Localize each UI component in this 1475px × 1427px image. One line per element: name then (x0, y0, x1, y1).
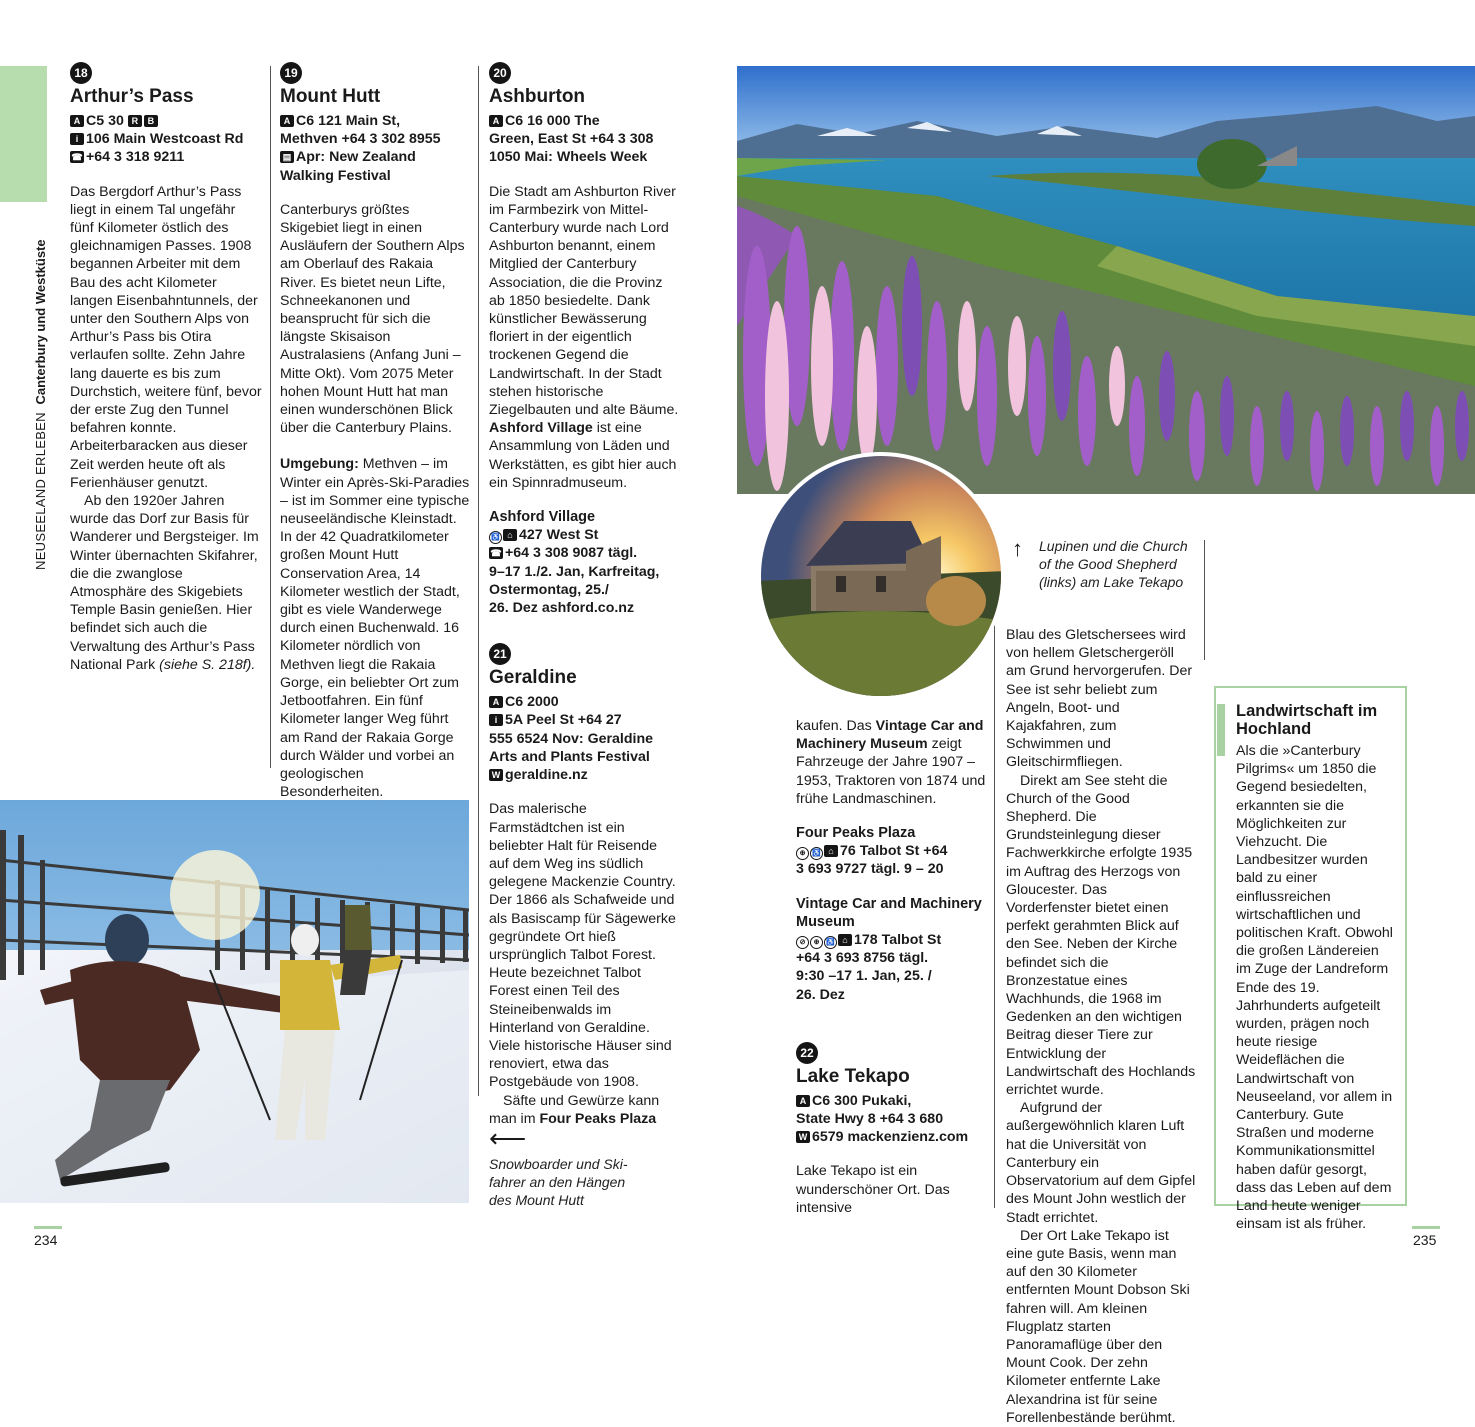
phone-icon: ☎ (490, 548, 502, 559)
info-line: Green, East St +64 3 308 (489, 131, 654, 148)
info-block (280, 112, 470, 185)
info-line: 1050 Mai: Wheels Week (489, 149, 648, 166)
body-text: Die Stadt am Ashburton River im Farmbezirk von Mittel-Canterbury wurde nach Lord Ashburton benannt, einem Mitglied der Canterbury Association, die die Provinz ab 1850 besiedelte. Dank künstlicher Bewässerung floriert in der eigentlich trockenen Gegend die Landwirtschaft. In der Stadt stehen historische Ziegelbauten und alte Bäume. (489, 183, 679, 419)
map-icon: A (489, 115, 503, 127)
body-text: Aufgrund der außergewöhnlich klaren Luft hat die Universität von Canterbury ein Observatorium auf dem Gipfel des Mount John westlich der Stadt errichtet. (1006, 1100, 1196, 1226)
entry-number: 21 (489, 643, 511, 665)
bold-name: Ashford Village (489, 420, 593, 437)
entry-lake-tekapo-continued (1006, 626, 1196, 1427)
info-line: 6579 mackenzienz.com (812, 1129, 969, 1146)
sub-title: Ashford Village (489, 509, 596, 526)
entry-title: Geraldine (489, 667, 577, 689)
info-line: 427 West St (519, 527, 599, 544)
body-text: Canterburys größtes Skigebiet liegt in einen Ausläufern der Southern Alps am Oberlauf des Rakaia River. Es bietet neun Lifte, Schneekanonen und beansprucht für sich die längste Skisaison Australasiens (Anfang Juni – Mitte Okt). Vom 2075 Meter hohen Mount Hutt hat man einen wunderschönen Blick über die Canterbury Plains. (280, 201, 465, 437)
left-arrow-icon: ⟵ (489, 1123, 527, 1153)
info-line: State Hwy 8 +64 3 680 (796, 1111, 944, 1128)
info-line: 106 Main Westcoast Rd (86, 131, 244, 148)
page-number-rule (34, 1226, 62, 1229)
body-text: Direkt am See steht die Church of the Good Shepherd. Die Grundsteinlegung dieser Fachwerkkirche erfolgte 1935 im Auftrag des Herzogs von Gloucester. Das Vorderfenster bietet einen perfekt gerahmten Blick auf den See. Neben der Kirche befindet sich die Bronzestatue eines Wachhunds, die 1968 im Gedenken an den wichtigen Beitrag dieser Tiere zur Entwicklung der Landwirtschaft des Hochlands errichtet wurde. (1006, 772, 1196, 1099)
body-text: Ab den 1920er Jahren wurde das Dorf zur Basis für Wanderer und Bergsteiger. Im Winter übernachten Skifahrer, die die zwanglose Atmosphäre des Skigebiets Temple Basin genießen. Hier befindet sich auch die Verwaltung des Arthur’s Pass National Park (70, 493, 259, 673)
info-line: 178 Talbot St (854, 932, 942, 949)
info-block (796, 1092, 986, 1147)
page-number-left: 234 (34, 1232, 58, 1248)
box-accent-bar (1217, 704, 1225, 756)
body-text: Methven – im Winter ein Après-Ski-Paradies – ist im Sommer eine typische neuseeländische Kleinstadt. In der 42 Quadratkilometer großen Mount Hutt Conservation Area, 14 Kilometer westlich der Stadt, gibt es viele Wanderwege durch einen Buchenwald. 16 Kilometer nördlich von Methven liegt die Rakaia Gorge, ein beliebter Ort zum Jetbootfahren. Ein fünf Kilometer langer Weg führt am Rand der Rakaia Gorge durch Wälder und vorbei an geologischen Besonderheiten. (280, 456, 470, 801)
side-tab (0, 66, 47, 202)
map-icon: A (489, 696, 503, 708)
info-line: C6 2000 (505, 694, 559, 711)
home-icon: ⌂ (503, 529, 517, 541)
entry-ashburton (489, 62, 679, 1128)
bold-name: Vintage Car and Machinery Museum (796, 718, 984, 753)
entry-title: Mount Hutt (280, 86, 381, 107)
restaurant-icon: ⊕ (810, 936, 823, 949)
body-text: Das Bergdorf Arthur’s Pass liegt in einem Tal ungefähr fünf Kilometer östlich des gleichnamigen Passes. 1908 begannen Arbeiter mit dem Bau des acht Kilometer langen Eisenbahntunnels, der unter den Southern Alps von Arthur’s Pass bis Otira verlaufen sollte. Zehn Jahre lang dauerte es bis zum Durchstich, weitere fünf, bevor der erste Zug den Tunnel befahren konnte. Arbeiterbaracken aus dieser Zeit werden heute oft als Ferienhäuser genutzt. (70, 183, 262, 491)
caption-line: Snowboarder und Ski- (489, 1156, 628, 1172)
info-line: 9:30 –17 1. Jan, 25. / (796, 968, 932, 985)
church-photo (756, 451, 1006, 701)
info-line: 76 Talbot St +64 (840, 843, 948, 860)
column-divider (270, 66, 271, 768)
surroundings-label: Umgebung: (280, 456, 359, 473)
bold-name: Four Peaks Plaza (539, 1110, 657, 1127)
entry-mount-hutt (280, 62, 470, 801)
column-divider (478, 66, 479, 1096)
body-text: Das malerische Farmstädtchen ist ein beliebter Halt für Reisende auf dem Weg ins südlich gelegene Mackenzie Country. Der 1866 als Schafweide und als Basiscamp für Sägewerke gegründete Ort hieß ursprünglich Talbot Forest. Heute bezeichnet Talbot Forest einen Teil des Steineibenwalds im Hinterland von Geraldine. Viele historische Häuser sind renoviert, etwa das Postgebäude von 1908. (489, 801, 676, 1091)
up-arrow-icon: ↑ (1012, 536, 1023, 561)
info-box (1214, 686, 1407, 1233)
info-line: Methven +64 3 302 8955 (280, 131, 441, 148)
info-line: +64 3 318 9211 (86, 149, 185, 166)
entry-number: 20 (489, 62, 511, 84)
info-icon: i (70, 133, 84, 145)
no-photo-icon: ⊘ (796, 936, 809, 949)
body-text: Blau des Gletschersees wird von hellem Gletschergeröll am Grund hervorgerufen. Der See ist sehr beliebt zum Angeln, Boot- und Kajakfahren, zum Schwimmen und Gleitschirmfliegen. (1006, 627, 1193, 771)
info-line: C6 300 Pukaki, (812, 1092, 912, 1109)
info-block (489, 112, 679, 167)
body-text (70, 492, 262, 674)
caption-line: (links) am Lake Tekapo (1039, 574, 1184, 590)
accessibility-icon: ♿ (824, 936, 837, 949)
running-header-section: NEUSEELAND ERLEBEN (33, 412, 48, 570)
web-icon: W (796, 1131, 810, 1143)
box-title: Landwirtschaft im Hochland (1236, 702, 1378, 738)
phone-icon: ☎ (71, 152, 83, 163)
entry-number: 18 (70, 62, 92, 84)
restaurant-icon: ⊕ (796, 847, 809, 860)
running-header-title: Canterbury und Westküste (33, 239, 48, 405)
body-text: Der Ort Lake Tekapo ist eine gute Basis, wenn man auf den 30 Kilometer entfernten Mount Dobson Ski fahren will. Am kleinen Flugplatz starten Panoramaflüge über den Mount Cook. Der zehn Kilometer entfernte Lake Alexandrina ist für seine Forellenbestände berühmt. (1006, 1227, 1190, 1426)
entry-number: 22 (796, 1042, 818, 1064)
caption-snowboard (489, 1155, 649, 1209)
entry-title: Lake Tekapo (796, 1065, 910, 1087)
train-icon: R (128, 115, 142, 127)
map-icon: A (280, 115, 294, 127)
bus-icon: B (144, 115, 158, 127)
info-line: +64 3 693 8756 tägl. (796, 950, 929, 967)
entry-title: Ashburton (489, 86, 586, 107)
body-text: kaufen. Das (796, 718, 872, 734)
page-reference: (siehe S. 218f). (159, 656, 256, 673)
caption-line: fahrer an den Hängen (489, 1174, 626, 1190)
entry-geraldine-continued (796, 717, 986, 1217)
caption-line: of the Good Shepherd (1039, 556, 1177, 572)
info-line: 3 693 9727 tägl. 9 – 20 (796, 861, 944, 878)
web-icon: W (489, 769, 503, 781)
calendar-icon: ▤ (280, 151, 294, 163)
sub-title: Four Peaks Plaza (796, 825, 916, 842)
info-line: C5 30 (86, 113, 124, 129)
accessibility-icon: ♿ (489, 531, 502, 544)
body-text: Säfte und Gewürze kann man im (489, 1092, 660, 1127)
entry-geraldine (489, 643, 679, 1128)
entry-lake-tekapo (796, 1042, 986, 1217)
entry-number: 19 (280, 62, 302, 84)
info-line: 5A Peel St +64 27 (505, 712, 622, 729)
box-text: Als die »Canterbury Pilgrims« um 1850 die Gegend besiedelten, erkannten sie die Möglichkeiten zur Viehzucht. Die Landbesitzer wurden bald zu einer einflussreichen wirtschaftlichen und politischen Kraft. Obwohl die großen Ländereien im Zuge der Landreform Ende des 19. Jahrhunderts aufgeteilt wurden, prägen noch heute riesige Weideflächen die Landwirtschaft von Neuseeland, vor allem in Canterbury. Gute Straßen und moderne Kommunikationsmittel haben dafür gesorgt, dass das Leben auf dem Land heute weniger einsam ist als früher. (1236, 743, 1393, 1233)
caption-line: des Mount Hutt (489, 1192, 584, 1208)
sub-title: Vintage Car and Machinery Museum (796, 895, 982, 930)
body-text: Lake Tekapo ist ein wunderschöner Ort. Das intensive (796, 1163, 950, 1216)
page-number-right: 235 (1413, 1232, 1437, 1248)
body-text: zeigt Fahrzeuge der Jahre 1907 – 1953, Traktoren von 1874 und frühe Landmaschinen. (796, 736, 986, 807)
caption-lupines (1039, 537, 1209, 591)
info-line: C6 121 Main St, (296, 113, 401, 129)
page-number-rule (1412, 1226, 1440, 1229)
info-line: 26. Dez (796, 986, 845, 1003)
info-line: Apr: New Zealand Walking Festival (280, 149, 416, 184)
info-block (489, 693, 679, 784)
info-line: 26. Dez ashford.co.nz (489, 600, 635, 617)
home-icon: ⌂ (824, 845, 838, 857)
info-block (489, 526, 679, 617)
entry-title: Arthur’s Pass (70, 86, 194, 107)
info-line: geraldine.nz (505, 767, 588, 784)
entry-arthurs-pass (70, 62, 262, 674)
info-block (70, 112, 262, 167)
caption-line: Lupinen und die Church (1039, 538, 1188, 554)
info-icon: i (489, 714, 503, 726)
info-line: +64 3 308 9087 tägl. (505, 545, 638, 562)
info-line: 555 6524 Nov: Geraldine (489, 730, 654, 747)
info-block (796, 931, 986, 1004)
body-text: ist eine Ansammlung von Läden und Werkstätten, es gibt hier auch ein Spinnradmuseum. (489, 420, 677, 491)
lupines-photo (737, 66, 1475, 494)
running-header (33, 239, 48, 570)
snowboard-photo (0, 800, 469, 1203)
map-icon: A (796, 1095, 810, 1107)
info-line: 9–17 1./2. Jan, Karfreitag, Ostermontag, 25./ (489, 563, 660, 598)
info-line: Arts and Plants Festival (489, 748, 650, 765)
info-block (796, 842, 986, 878)
home-icon: ⌂ (838, 934, 852, 946)
info-line: C6 16 000 The (505, 113, 600, 129)
accessibility-icon: ♿ (810, 847, 823, 860)
map-icon: A (70, 115, 84, 127)
